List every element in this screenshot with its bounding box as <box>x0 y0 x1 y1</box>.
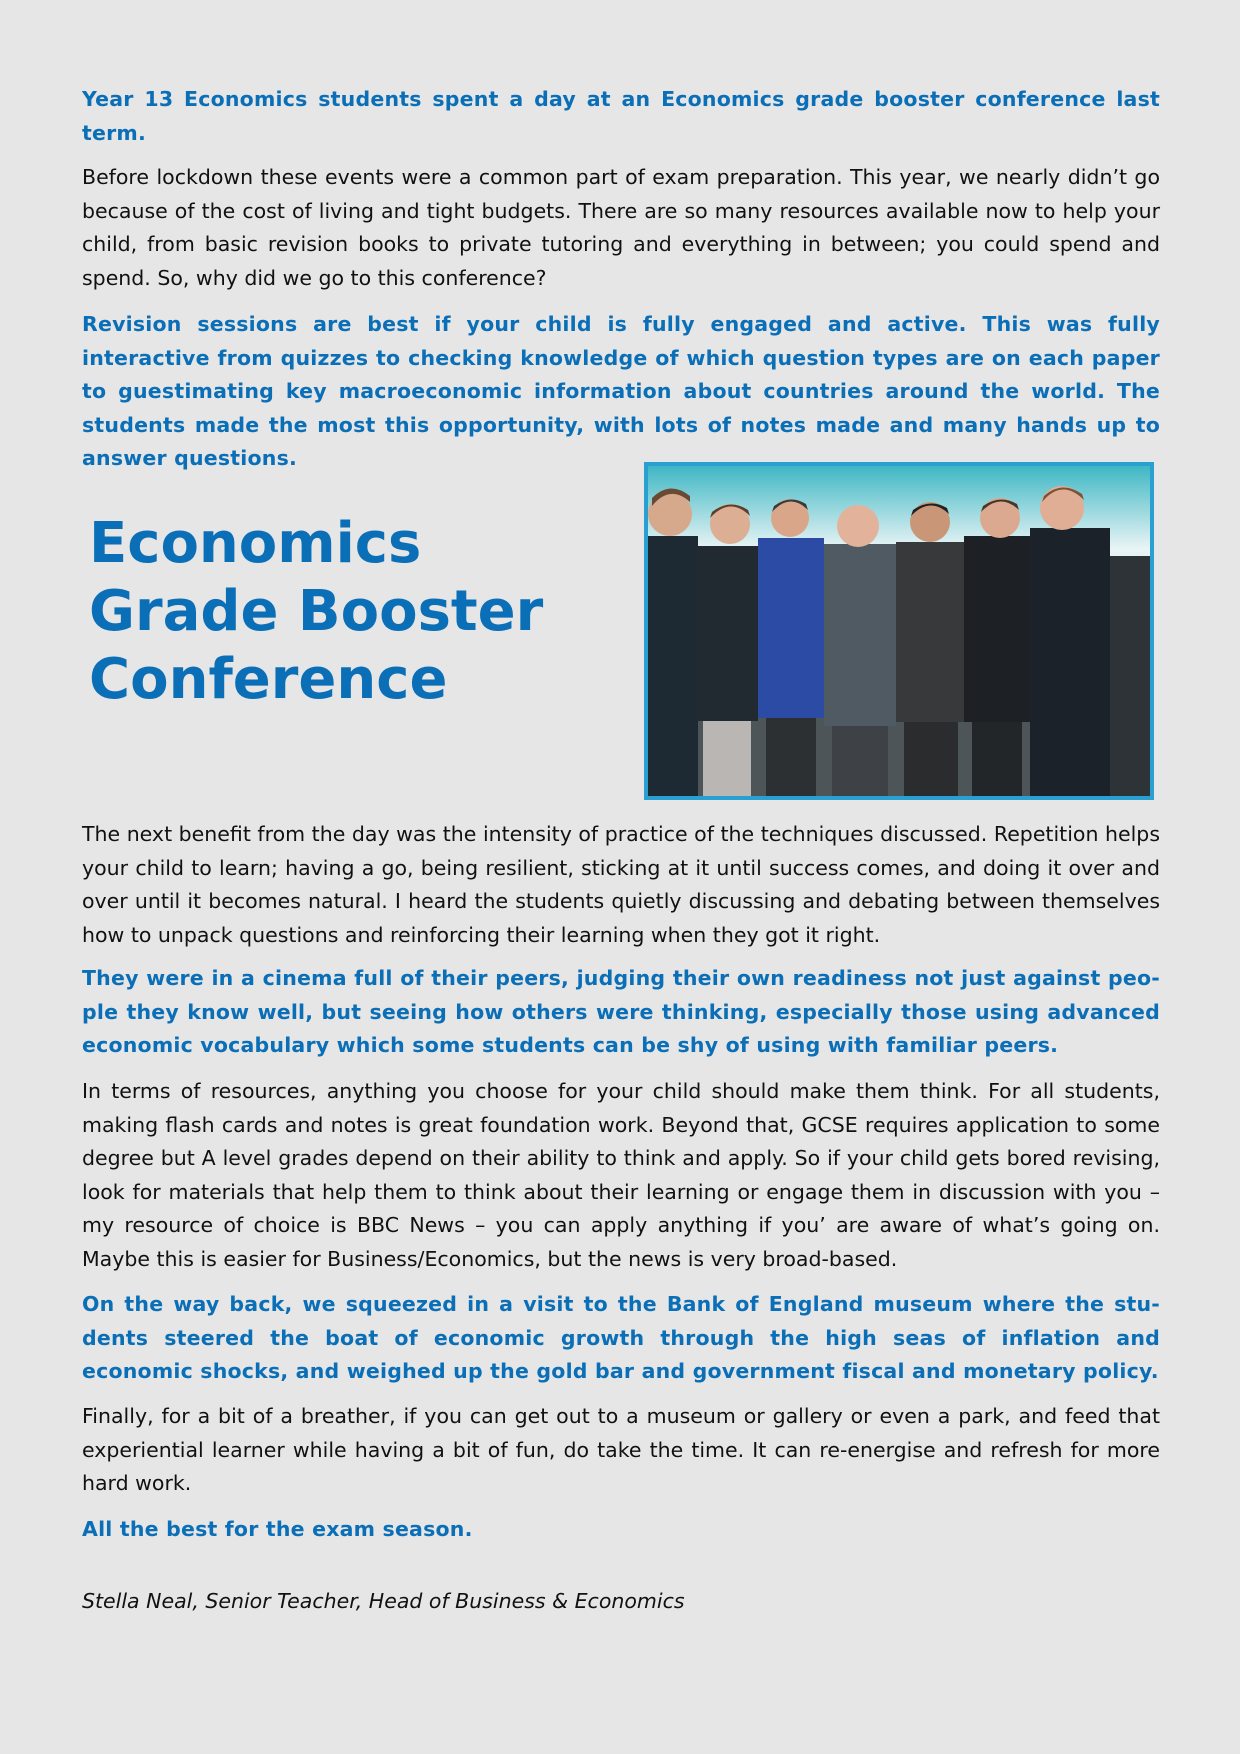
highlight-cinema-peers: They were in a cinema full of their peers, judging their own readiness not just against peo-ple they know well, but seeing how others were thinking, especially those using advanced economic vocabulary which some students can be shy of using with familiar peers. <box>82 966 1160 1057</box>
group-photo-illustration <box>648 466 1150 796</box>
highlight-revision-sessions: Revision sessions are best if your child is fully engaged and active. This was fully interactive from quizzes to checking knowledge of which question types are on each paper to guestimating key macroeconomic information about countries around the world. The students made the most this opportunity, with lots of notes made and many hands up to answer questions. <box>82 312 1160 470</box>
title-line-1: Economics <box>89 511 422 576</box>
title-line-2: Grade Booster <box>89 579 544 644</box>
group-photo <box>644 462 1154 800</box>
person-4 <box>824 505 896 796</box>
paragraph-resources: In terms of resources, anything you choose for your child should make them think. For all students, making flash cards and notes is great foundation work. Beyond that, GCSE requires application to some degree but A level grades depend on their ability to think and apply. So if your child gets bored revising, look for materials that help them to think about their learning or engage them in discussion with you – my resource of choice is BBC News – you can apply anything if you’ are aware of what’s going on. Maybe this is easier for Business/Economics, but the news is very broad-based. <box>82 1079 1160 1271</box>
person-5 <box>896 502 966 796</box>
intro-heading: Year 13 Economics students spent a day at an Economics grade booster conference last term. <box>82 87 1160 145</box>
author-signature: Stella Neal, Senior Teacher, Head of Business & Economics <box>82 1589 685 1613</box>
closing-line: All the best for the exam season. <box>82 1517 473 1541</box>
paragraph-finally: Finally, for a bit of a breather, if you can get out to a museum or gallery or even a park, and feed that experiential learner while having a bit of fun, do take the time. It can re-energise and refresh for more hard work. <box>82 1404 1160 1495</box>
title-line-3: Conference <box>89 647 448 712</box>
person-6 <box>964 498 1030 796</box>
article-title <box>89 510 543 714</box>
person-3 <box>758 499 824 796</box>
paragraph-before-lockdown: Before lockdown these events were a common part of exam preparation. This year, we nearly didn’t go because of the cost of living and tight budgets. There are so many resources available now to help your child, from basic revision books to private tutoring and everything in between; you could spend and spend. So, why did we go to this conference? <box>82 165 1160 290</box>
paragraph-next-benefit: The next benefit from the day was the intensity of practice of the techniques discussed. Repetition helps your child to learn; having a go, being resilient, sticking at it until success comes, and doing it over and over until it becomes natural. I heard the students quietly discussing and debating between themselves how to unpack questions and reinforcing their learning when they got it right. <box>82 822 1160 947</box>
highlight-bank-of-england: On the way back, we squeezed in a visit to the Bank of England museum where the stu-dents steered the boat of economic growth through the high seas of inflation and economic shocks, and weighed up the gold bar and government fiscal and monetary policy. <box>82 1292 1160 1383</box>
person-2 <box>696 504 758 796</box>
